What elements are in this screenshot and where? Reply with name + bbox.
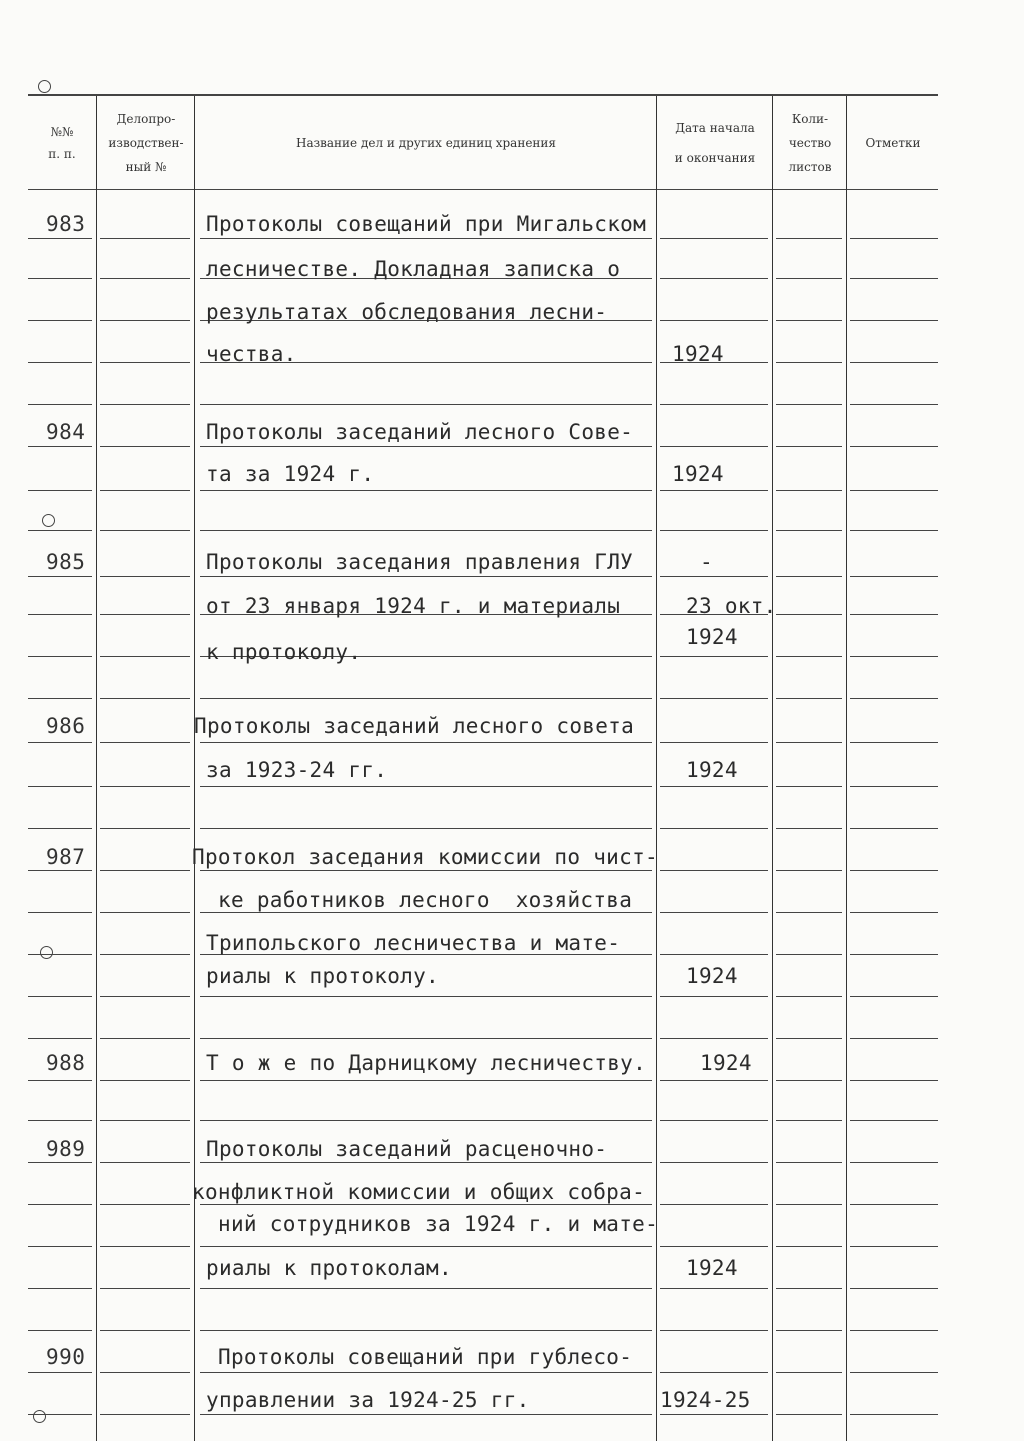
ruled-line: [200, 490, 652, 491]
column-rule: [194, 96, 195, 1441]
ruled-line: [28, 996, 92, 997]
ruled-line: [100, 742, 190, 743]
ruled-line: [850, 576, 938, 577]
ruled-line: [100, 828, 190, 829]
ruled-line: [200, 238, 652, 239]
ruled-line: [660, 698, 768, 699]
ruled-line: [200, 870, 652, 871]
ruled-line: [776, 1162, 842, 1163]
entry-title-line: за 1923-24 гг.: [206, 758, 388, 782]
ruled-line: [776, 320, 842, 321]
entry-title-line: Трипольского лесничества и мате-: [206, 931, 621, 955]
ruled-line: [776, 742, 842, 743]
entry-date: 1924: [700, 1051, 752, 1075]
ruled-line: [660, 828, 768, 829]
ruled-line: [850, 362, 938, 363]
ruled-line: [660, 1330, 768, 1331]
ruled-line: [28, 1330, 92, 1331]
ruled-line: [100, 1038, 190, 1039]
entry-title-line: Протоколы совещаний при Мигальском: [206, 212, 647, 236]
ruled-line: [100, 1372, 190, 1373]
entry-number: 983: [46, 212, 86, 236]
ruled-line: [776, 490, 842, 491]
entry-title-line: та за 1924 г.: [206, 462, 375, 486]
ruled-line: [28, 490, 92, 491]
ruled-line: [200, 1246, 652, 1247]
ruled-line: [660, 954, 768, 955]
ruled-line: [776, 1038, 842, 1039]
ruled-line: [28, 870, 92, 871]
ruled-line: [660, 1038, 768, 1039]
ruled-line: [776, 996, 842, 997]
ruled-line: [200, 1372, 652, 1373]
ruled-line: [776, 912, 842, 913]
entry-title-line: чества.: [206, 342, 297, 366]
ruled-line: [850, 446, 938, 447]
ruled-line: [200, 1414, 652, 1415]
ruled-line: [850, 1120, 938, 1121]
ruled-line: [28, 698, 92, 699]
ruled-line: [200, 912, 652, 913]
ruled-line: [28, 1120, 92, 1121]
ruled-line: [28, 786, 92, 787]
ruled-line: [850, 698, 938, 699]
ruled-line: [100, 446, 190, 447]
ruled-line: [660, 1204, 768, 1205]
ruled-line: [28, 238, 92, 239]
entry-date: 1924: [686, 625, 738, 649]
ruled-line: [850, 1246, 938, 1247]
entry-date: 1924: [686, 758, 738, 782]
ruled-line: [776, 698, 842, 699]
ruled-line: [200, 446, 652, 447]
column-rule: [846, 96, 847, 1441]
header-col-number: №№ п. п.: [48, 125, 76, 161]
ruled-line: [776, 828, 842, 829]
entry-title-line: от 23 января 1924 г. и материалы: [206, 594, 621, 618]
entry-number: 985: [46, 550, 86, 574]
ruled-line: [776, 870, 842, 871]
ruled-line: [776, 1204, 842, 1205]
ruled-line: [660, 742, 768, 743]
ruled-line: [100, 1246, 190, 1247]
ruled-line: [28, 1372, 92, 1373]
ruled-line: [100, 1414, 190, 1415]
ruled-line: [200, 1288, 652, 1289]
ruled-line: [28, 278, 92, 279]
entry-title-line: Протоколы заседаний лесного Сове-: [206, 420, 634, 444]
entry-title-line: результатах обследования лесни-: [206, 300, 608, 324]
ruled-line: [850, 786, 938, 787]
header-col-dates: Дата начала и окончания: [674, 121, 756, 165]
ruled-line: [660, 490, 768, 491]
entry-date: 1924: [672, 462, 724, 486]
ruled-line: [850, 954, 938, 955]
binder-hole-icon: [33, 1410, 46, 1423]
ruled-line: [28, 1204, 92, 1205]
ruled-line: [850, 828, 938, 829]
ruled-line: [850, 1414, 938, 1415]
ruled-line: [200, 996, 652, 997]
ruled-line: [776, 1246, 842, 1247]
entry-date: 1924-25: [660, 1388, 751, 1412]
ruled-line: [28, 742, 92, 743]
ruled-line: [100, 320, 190, 321]
entry-title-line: Протоколы заседаний лесного совета: [194, 714, 635, 738]
ruled-line: [100, 912, 190, 913]
binder-hole-icon: [38, 80, 51, 93]
entry-title-line: управлении за 1924-25 гг.: [206, 1388, 530, 1412]
entry-title-line: Протоколы заседания правления ГЛУ: [206, 550, 634, 574]
ruled-line: [28, 404, 92, 405]
ruled-line: [28, 828, 92, 829]
ruled-line: [660, 1414, 768, 1415]
ruled-line: [200, 404, 652, 405]
ruled-line: [100, 1288, 190, 1289]
ruled-line: [28, 1414, 92, 1415]
ruled-line: [28, 656, 92, 657]
entry-date: 23 окт.: [686, 594, 777, 618]
entry-date: 1924: [672, 342, 724, 366]
ruled-line: [200, 1038, 652, 1039]
header-top-rule: [28, 94, 938, 96]
entry-title-line: риалы к протоколу.: [206, 964, 439, 988]
ruled-line: [100, 404, 190, 405]
ruled-line: [100, 1120, 190, 1121]
ruled-line: [100, 1204, 190, 1205]
ruled-line: [660, 576, 768, 577]
entry-date: 1924: [686, 964, 738, 988]
ruled-line: [776, 1372, 842, 1373]
ruled-line: [660, 530, 768, 531]
ruled-line: [850, 912, 938, 913]
column-rule: [656, 96, 657, 1441]
ruled-line: [660, 238, 768, 239]
ruled-line: [100, 786, 190, 787]
entry-number: 988: [46, 1051, 86, 1075]
ruled-line: [776, 1080, 842, 1081]
ruled-line: [28, 576, 92, 577]
entry-number: 989: [46, 1137, 86, 1161]
ruled-line: [850, 1204, 938, 1205]
ruled-line: [200, 1162, 652, 1163]
ruled-line: [776, 576, 842, 577]
ruled-line: [100, 576, 190, 577]
ruled-line: [850, 238, 938, 239]
ruled-line: [776, 278, 842, 279]
ruled-line: [28, 954, 92, 955]
ruled-line: [28, 320, 92, 321]
ruled-line: [660, 912, 768, 913]
ruled-line: [660, 1120, 768, 1121]
ruled-line: [200, 1204, 652, 1205]
ruled-line: [660, 1288, 768, 1289]
ruled-line: [776, 1414, 842, 1415]
ruled-line: [100, 278, 190, 279]
ruled-line: [200, 742, 652, 743]
entry-title-line: лесничестве. Докладная записка о: [206, 257, 621, 281]
ruled-line: [200, 530, 652, 531]
entry-number: 990: [46, 1345, 86, 1369]
ruled-line: [28, 912, 92, 913]
entry-date: -: [700, 550, 713, 574]
header-bottom-rule: [28, 189, 938, 190]
ruled-line: [28, 446, 92, 447]
entry-number: 986: [46, 714, 86, 738]
column-rule: [772, 96, 773, 1441]
header-col-title: Название дел и других единиц хранения: [295, 136, 556, 150]
ruled-line: [660, 446, 768, 447]
entry-title-line: Т о ж е по Дарницкому лесничеству.: [206, 1051, 647, 1075]
ruled-line: [776, 1288, 842, 1289]
ruled-line: [660, 278, 768, 279]
ruled-line: [660, 1080, 768, 1081]
entry-number: 987: [46, 845, 86, 869]
ruled-line: [200, 786, 652, 787]
ruled-line: [850, 1330, 938, 1331]
ruled-line: [850, 1080, 938, 1081]
ruled-line: [100, 614, 190, 615]
ruled-line: [776, 530, 842, 531]
ruled-line: [776, 1330, 842, 1331]
ruled-line: [660, 1162, 768, 1163]
ruled-line: [100, 656, 190, 657]
entry-number: 984: [46, 420, 86, 444]
ruled-line: [200, 1330, 652, 1331]
ruled-line: [850, 870, 938, 871]
ruled-line: [100, 698, 190, 699]
ruled-line: [660, 1246, 768, 1247]
header-col-sheets: Коли- чество листов: [788, 112, 832, 174]
ruled-line: [100, 490, 190, 491]
ruled-line: [660, 404, 768, 405]
ruled-line: [200, 698, 652, 699]
entry-title-line: риалы к протоколам.: [206, 1256, 452, 1280]
ruled-line: [850, 656, 938, 657]
ruled-line: [100, 362, 190, 363]
ruled-line: [776, 656, 842, 657]
ruled-line: [850, 490, 938, 491]
ruled-line: [776, 404, 842, 405]
ruled-line: [850, 1288, 938, 1289]
ruled-line: [850, 404, 938, 405]
ruled-line: [28, 1162, 92, 1163]
ruled-line: [776, 238, 842, 239]
entry-title-line: к протоколу.: [206, 640, 362, 664]
ruled-line: [28, 1246, 92, 1247]
ruled-line: [776, 1120, 842, 1121]
entry-title-line: ке работников лесного хозяйства: [218, 888, 633, 912]
ruled-line: [28, 530, 92, 531]
ruled-line: [850, 1038, 938, 1039]
ruled-line: [776, 362, 842, 363]
ruled-line: [200, 828, 652, 829]
ruled-line: [100, 870, 190, 871]
ruled-line: [660, 786, 768, 787]
ruled-line: [200, 1080, 652, 1081]
ruled-line: [200, 576, 652, 577]
ruled-line: [850, 996, 938, 997]
ruled-line: [660, 320, 768, 321]
header-col-notes: Отметки: [865, 136, 921, 150]
ruled-line: [28, 362, 92, 363]
entry-title-line: Протоколы совещаний при гублесо-: [218, 1345, 633, 1369]
binder-hole-icon: [40, 946, 53, 959]
column-rule: [96, 96, 97, 1441]
entry-title-line: Протокол заседания комиссии по чист-: [192, 845, 658, 869]
ruled-line: [28, 614, 92, 615]
ruled-line: [660, 870, 768, 871]
ruled-line: [100, 1330, 190, 1331]
ruled-line: [776, 614, 842, 615]
header-col-office-number: Делопро- изводствен- ный №: [108, 112, 184, 174]
ruled-line: [850, 320, 938, 321]
ruled-line: [100, 238, 190, 239]
ruled-line: [660, 1372, 768, 1373]
ruled-line: [28, 1038, 92, 1039]
entry-title-line: ний сотрудников за 1924 г. и мате-: [218, 1212, 659, 1236]
entry-date: 1924: [686, 1256, 738, 1280]
ruled-line: [28, 1288, 92, 1289]
ruled-line: [100, 954, 190, 955]
ruled-line: [100, 996, 190, 997]
ruled-line: [776, 954, 842, 955]
ruled-line: [100, 530, 190, 531]
ruled-line: [850, 1372, 938, 1373]
ruled-line: [776, 786, 842, 787]
ruled-line: [850, 742, 938, 743]
ruled-line: [850, 614, 938, 615]
ruled-line: [660, 656, 768, 657]
ruled-line: [776, 446, 842, 447]
entry-title-line: конфликтной комиссии и общих собра-: [192, 1180, 646, 1204]
ruled-line: [850, 530, 938, 531]
entry-title-line: Протоколы заседаний расценочно-: [206, 1137, 608, 1161]
ruled-line: [100, 1080, 190, 1081]
ruled-line: [200, 1120, 652, 1121]
ruled-line: [28, 1080, 92, 1081]
ruled-line: [850, 278, 938, 279]
ruled-line: [100, 1162, 190, 1163]
binder-hole-icon: [42, 514, 55, 527]
ruled-line: [660, 996, 768, 997]
ruled-line: [850, 1162, 938, 1163]
